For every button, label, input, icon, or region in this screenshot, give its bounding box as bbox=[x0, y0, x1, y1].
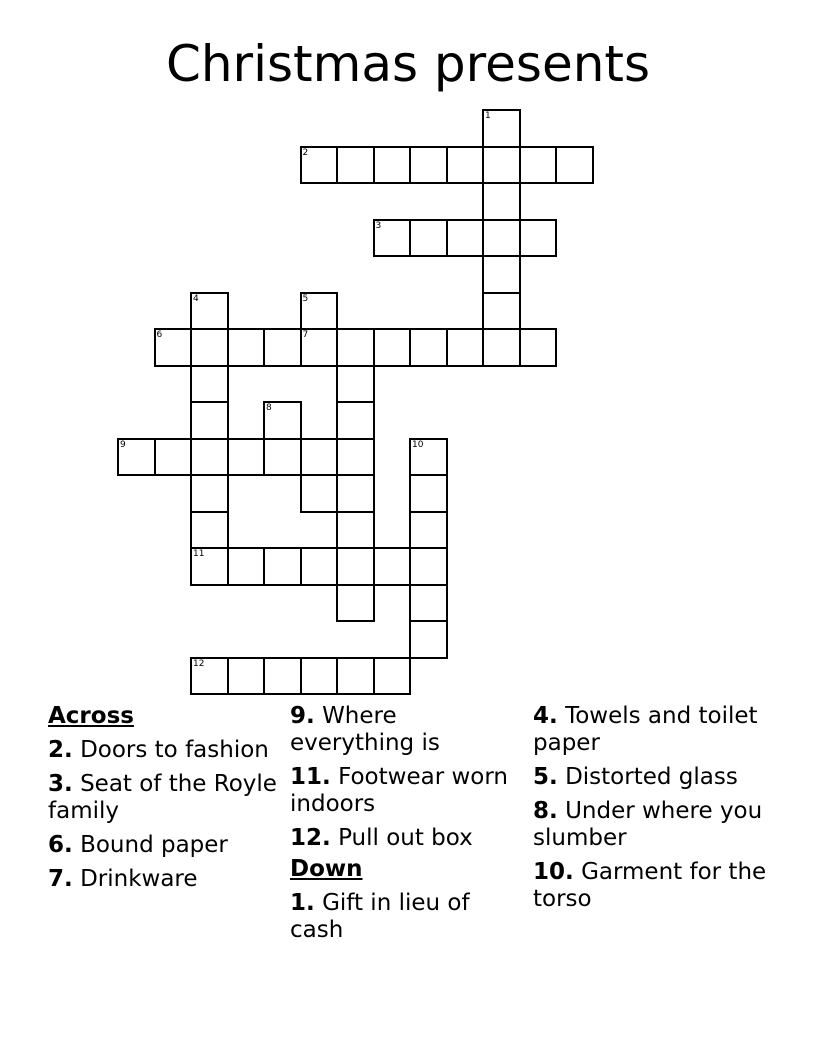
grid-cell[interactable] bbox=[409, 620, 448, 659]
grid-cell[interactable] bbox=[336, 328, 375, 367]
grid-cell[interactable] bbox=[446, 146, 485, 185]
clue-text: Drinkware bbox=[80, 866, 198, 892]
grid-cell[interactable] bbox=[227, 657, 266, 696]
grid-cell[interactable] bbox=[227, 547, 266, 586]
grid-cell-5[interactable] bbox=[300, 292, 339, 331]
clue-column-1 bbox=[48, 703, 278, 900]
clue-text: Footwear worn indoors bbox=[290, 764, 508, 817]
clue-number-label: 8 bbox=[266, 403, 272, 413]
grid-cell[interactable] bbox=[300, 547, 339, 586]
clue-number: 12. bbox=[290, 825, 331, 851]
across-heading: Across bbox=[48, 703, 134, 729]
grid-cell[interactable] bbox=[519, 219, 558, 258]
grid-cell[interactable] bbox=[227, 328, 266, 367]
grid-cell[interactable] bbox=[373, 328, 412, 367]
grid-cell[interactable] bbox=[482, 292, 521, 331]
clue-number-label: 10 bbox=[412, 439, 424, 450]
grid-cell[interactable] bbox=[519, 328, 558, 367]
grid-cell[interactable] bbox=[336, 657, 375, 696]
clue-down-8 bbox=[533, 798, 773, 852]
grid-cell[interactable] bbox=[409, 511, 448, 550]
clue-across-7 bbox=[48, 866, 278, 893]
grid-cell[interactable] bbox=[263, 547, 302, 586]
grid-cell[interactable] bbox=[409, 547, 448, 586]
clue-number-label: 5 bbox=[302, 293, 309, 304]
grid-cell[interactable] bbox=[482, 328, 521, 367]
clue-number-label: 11 bbox=[193, 549, 205, 559]
grid-cell[interactable] bbox=[373, 547, 412, 586]
clue-text: Under where you slumber bbox=[533, 798, 763, 851]
clue-number: 9. bbox=[290, 703, 315, 729]
grid-cell-12[interactable] bbox=[190, 657, 229, 696]
grid-cell[interactable] bbox=[519, 146, 558, 185]
grid-cell[interactable] bbox=[190, 365, 229, 404]
grid-cell[interactable] bbox=[555, 146, 594, 185]
grid-cell[interactable] bbox=[263, 328, 302, 367]
clue-across-2 bbox=[48, 737, 278, 764]
grid-cell[interactable] bbox=[336, 474, 375, 513]
grid-cell[interactable] bbox=[190, 438, 229, 477]
clue-text: Seat of the Royle family bbox=[48, 771, 277, 824]
grid-cell[interactable] bbox=[190, 474, 229, 513]
grid-cell-1[interactable] bbox=[482, 109, 521, 148]
clue-down-5 bbox=[533, 764, 773, 791]
clue-number-label: 3 bbox=[375, 220, 382, 231]
grid-cell[interactable] bbox=[300, 438, 339, 477]
grid-cell[interactable] bbox=[190, 328, 229, 367]
grid-cell[interactable] bbox=[336, 401, 375, 440]
clue-down-10 bbox=[533, 859, 773, 913]
clue-text: Distorted glass bbox=[565, 764, 738, 790]
grid-cell[interactable] bbox=[336, 365, 375, 404]
clue-text: Towels and toilet paper bbox=[533, 703, 758, 756]
clue-number: 7. bbox=[48, 866, 73, 892]
clue-number-label: 6 bbox=[156, 330, 163, 340]
grid-cell[interactable] bbox=[409, 584, 448, 623]
grid-cell-8[interactable] bbox=[263, 401, 302, 440]
grid-cell[interactable] bbox=[373, 657, 412, 696]
grid-cell[interactable] bbox=[409, 146, 448, 185]
page-title: Christmas presents bbox=[165, 35, 651, 93]
clue-across-3 bbox=[48, 771, 278, 825]
grid-cell[interactable] bbox=[446, 219, 485, 258]
down-heading: Down bbox=[290, 856, 363, 882]
clue-across-6 bbox=[48, 832, 278, 859]
grid-cell[interactable] bbox=[336, 584, 375, 623]
clue-column-2 bbox=[290, 703, 520, 951]
grid-cell[interactable] bbox=[300, 657, 339, 696]
grid-cell-11[interactable] bbox=[190, 547, 229, 586]
clue-number-label: 7 bbox=[302, 330, 309, 340]
grid-cell[interactable] bbox=[482, 255, 521, 294]
grid-cell[interactable] bbox=[409, 219, 448, 258]
grid-cell[interactable] bbox=[154, 438, 193, 477]
grid-cell[interactable] bbox=[263, 438, 302, 477]
grid-cell-6[interactable] bbox=[154, 328, 193, 367]
clue-text: Garment for the torso bbox=[533, 859, 767, 912]
grid-cell-4[interactable] bbox=[190, 292, 229, 331]
grid-cell[interactable] bbox=[190, 401, 229, 440]
clue-text: Where everything is bbox=[290, 703, 440, 756]
clue-number-label: 2 bbox=[302, 147, 309, 158]
grid-cell[interactable] bbox=[482, 146, 521, 185]
grid-cell[interactable] bbox=[373, 146, 412, 185]
grid-cell-7[interactable] bbox=[300, 328, 339, 367]
clue-number: 4. bbox=[533, 703, 558, 729]
grid-cell-9[interactable] bbox=[117, 438, 156, 477]
grid-cell[interactable] bbox=[336, 146, 375, 185]
clue-text: Bound paper bbox=[80, 832, 228, 858]
grid-cell[interactable] bbox=[300, 474, 339, 513]
grid-cell[interactable] bbox=[227, 438, 266, 477]
clue-number-label: 4 bbox=[193, 293, 199, 304]
clue-number-label: 12 bbox=[193, 658, 205, 669]
clue-down-4 bbox=[533, 703, 773, 757]
clue-number: 8. bbox=[533, 798, 558, 824]
clue-text: Doors to fashion bbox=[80, 737, 269, 763]
clue-text: Gift in lieu of cash bbox=[290, 890, 470, 943]
clue-number: 11. bbox=[290, 764, 331, 790]
grid-cell[interactable] bbox=[263, 657, 302, 696]
clue-column-3 bbox=[533, 703, 773, 920]
grid-cell[interactable] bbox=[336, 438, 375, 477]
clue-number: 6. bbox=[48, 832, 73, 858]
clue-across-11 bbox=[290, 764, 520, 818]
grid-cell[interactable] bbox=[336, 547, 375, 586]
grid-cell[interactable] bbox=[482, 182, 521, 221]
grid-cell-2[interactable] bbox=[300, 146, 339, 185]
clue-down-1 bbox=[290, 890, 520, 944]
grid-cell[interactable] bbox=[409, 328, 448, 367]
clue-number: 10. bbox=[533, 859, 574, 885]
grid-cell[interactable] bbox=[336, 511, 375, 550]
grid-cell-10[interactable] bbox=[409, 438, 448, 477]
clue-number: 5. bbox=[533, 764, 558, 790]
grid-cell[interactable] bbox=[409, 474, 448, 513]
clue-across-12 bbox=[290, 825, 520, 852]
clue-number: 2. bbox=[48, 737, 73, 763]
grid-cell-3[interactable] bbox=[373, 219, 412, 258]
clue-number-label: 1 bbox=[485, 111, 491, 121]
clue-text: Pull out box bbox=[338, 825, 473, 851]
grid-cell[interactable] bbox=[446, 328, 485, 367]
clue-number-label: 9 bbox=[120, 439, 126, 450]
clue-across-9 bbox=[290, 703, 520, 757]
grid-cell[interactable] bbox=[482, 219, 521, 258]
grid-cell[interactable] bbox=[190, 511, 229, 550]
clue-number: 3. bbox=[48, 771, 73, 797]
clue-number: 1. bbox=[290, 890, 315, 916]
